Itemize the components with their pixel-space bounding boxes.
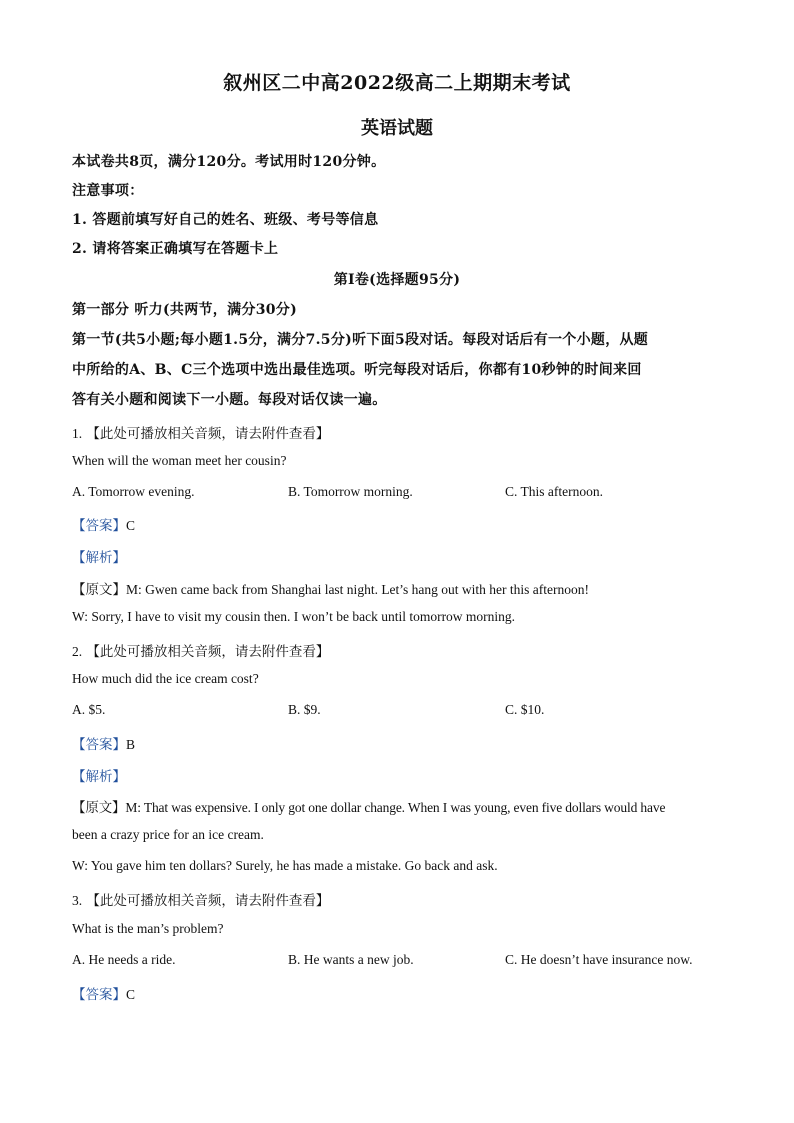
answer-tag: 【答案】 — [72, 737, 126, 753]
question-1-transcript-2: W: Sorry, I have to visit my cousin then. I won’t be back until tomorrow morning. — [72, 609, 516, 624]
question-1-option-c: C. This afternoon. — [505, 484, 603, 499]
answer-tag: 【答案】 — [72, 518, 126, 534]
note-2: 2. 请将答案正确填写在答题卡上 — [72, 241, 279, 257]
question-3-audio — [72, 889, 329, 909]
question-2-transcript-1 — [72, 796, 665, 816]
audio-note: 【此处可播放相关音频，请去附件查看】 — [86, 893, 330, 909]
question-1-transcript-1 — [72, 578, 589, 598]
answer-value: C — [126, 987, 136, 1002]
notes-heading: 注意事项： — [72, 183, 144, 199]
audio-note: 【此处可播放相关音频，请去附件查看】 — [86, 426, 330, 442]
part1-heading: 第一部分 听力(共两节，满分30分) — [72, 302, 298, 318]
source-tag: 【原文】 — [72, 800, 126, 816]
question-2-analysis-tag: 【解析】 — [72, 769, 126, 785]
question-1-analysis-tag: 【解析】 — [72, 550, 126, 566]
answer-value: C — [126, 518, 136, 533]
section1-instructions-2: 中所给的A、B、C三个选项中选出最佳选项。听完每段对话后，你都有10秒钟的时间来回 — [72, 362, 642, 378]
question-3-text: What is the man’s problem? — [72, 921, 224, 936]
section1-instructions-1: 第一节(共5小题;每小题1.5分，满分7.5分)听下面5段对话。每段对话后有一个小题，从题 — [72, 332, 649, 348]
source-tag: 【原文】 — [72, 582, 126, 598]
question-1-audio — [72, 422, 329, 442]
question-3-option-a: A. He needs a ride. — [72, 952, 176, 967]
exam-title: 叙州区二中高2022级高二上期期末考试 — [223, 72, 571, 94]
volume-heading: 第I卷(选择题95分) — [333, 272, 461, 288]
audio-note: 【此处可播放相关音频，请去附件查看】 — [86, 644, 330, 660]
question-2-answer — [72, 733, 135, 753]
question-3-answer — [72, 983, 135, 1003]
question-1-text: When will the woman meet her cousin? — [72, 453, 287, 468]
question-2-audio — [72, 640, 329, 660]
question-1-option-b: B. Tomorrow morning. — [288, 484, 413, 499]
question-2-transcript-2: W: You gave him ten dollars? Surely, he has made a mistake. Go back and ask. — [72, 858, 498, 873]
question-2-text: How much did the ice cream cost? — [72, 671, 259, 686]
section1-instructions-3: 答有关小题和阅读下一小题。每段对话仅读一遍。 — [72, 392, 387, 408]
question-2-option-b: B. $9. — [288, 702, 321, 717]
intro-line: 本试卷共8页，满分120分。考试用时120分钟。 — [72, 154, 386, 170]
question-number: 1. — [72, 426, 83, 441]
question-number: 2. — [72, 644, 83, 659]
answer-value: B — [126, 737, 136, 752]
note-1: 1. 答题前填写好自己的姓名、班级、考号等信息 — [72, 212, 379, 228]
answer-tag: 【答案】 — [72, 987, 126, 1003]
transcript-text: M: That was expensive. I only got one dollar change. When I was young, even five dollars would have — [125, 800, 666, 815]
question-2-option-c: C. $10. — [505, 702, 545, 717]
question-number: 3. — [72, 893, 83, 908]
question-2-transcript-1b: been a crazy price for an ice cream. — [72, 827, 264, 842]
transcript-text: M: Gwen came back from Shanghai last night. Let’s hang out with her this afternoon! — [126, 582, 590, 597]
question-3-option-b: B. He wants a new job. — [288, 952, 414, 967]
question-3-option-c: C. He doesn’t have insurance now. — [505, 952, 693, 967]
question-1-option-a: A. Tomorrow evening. — [72, 484, 195, 499]
question-2-option-a: A. $5. — [72, 702, 106, 717]
subject-title: 英语试题 — [361, 118, 433, 139]
question-1-answer — [72, 514, 135, 534]
